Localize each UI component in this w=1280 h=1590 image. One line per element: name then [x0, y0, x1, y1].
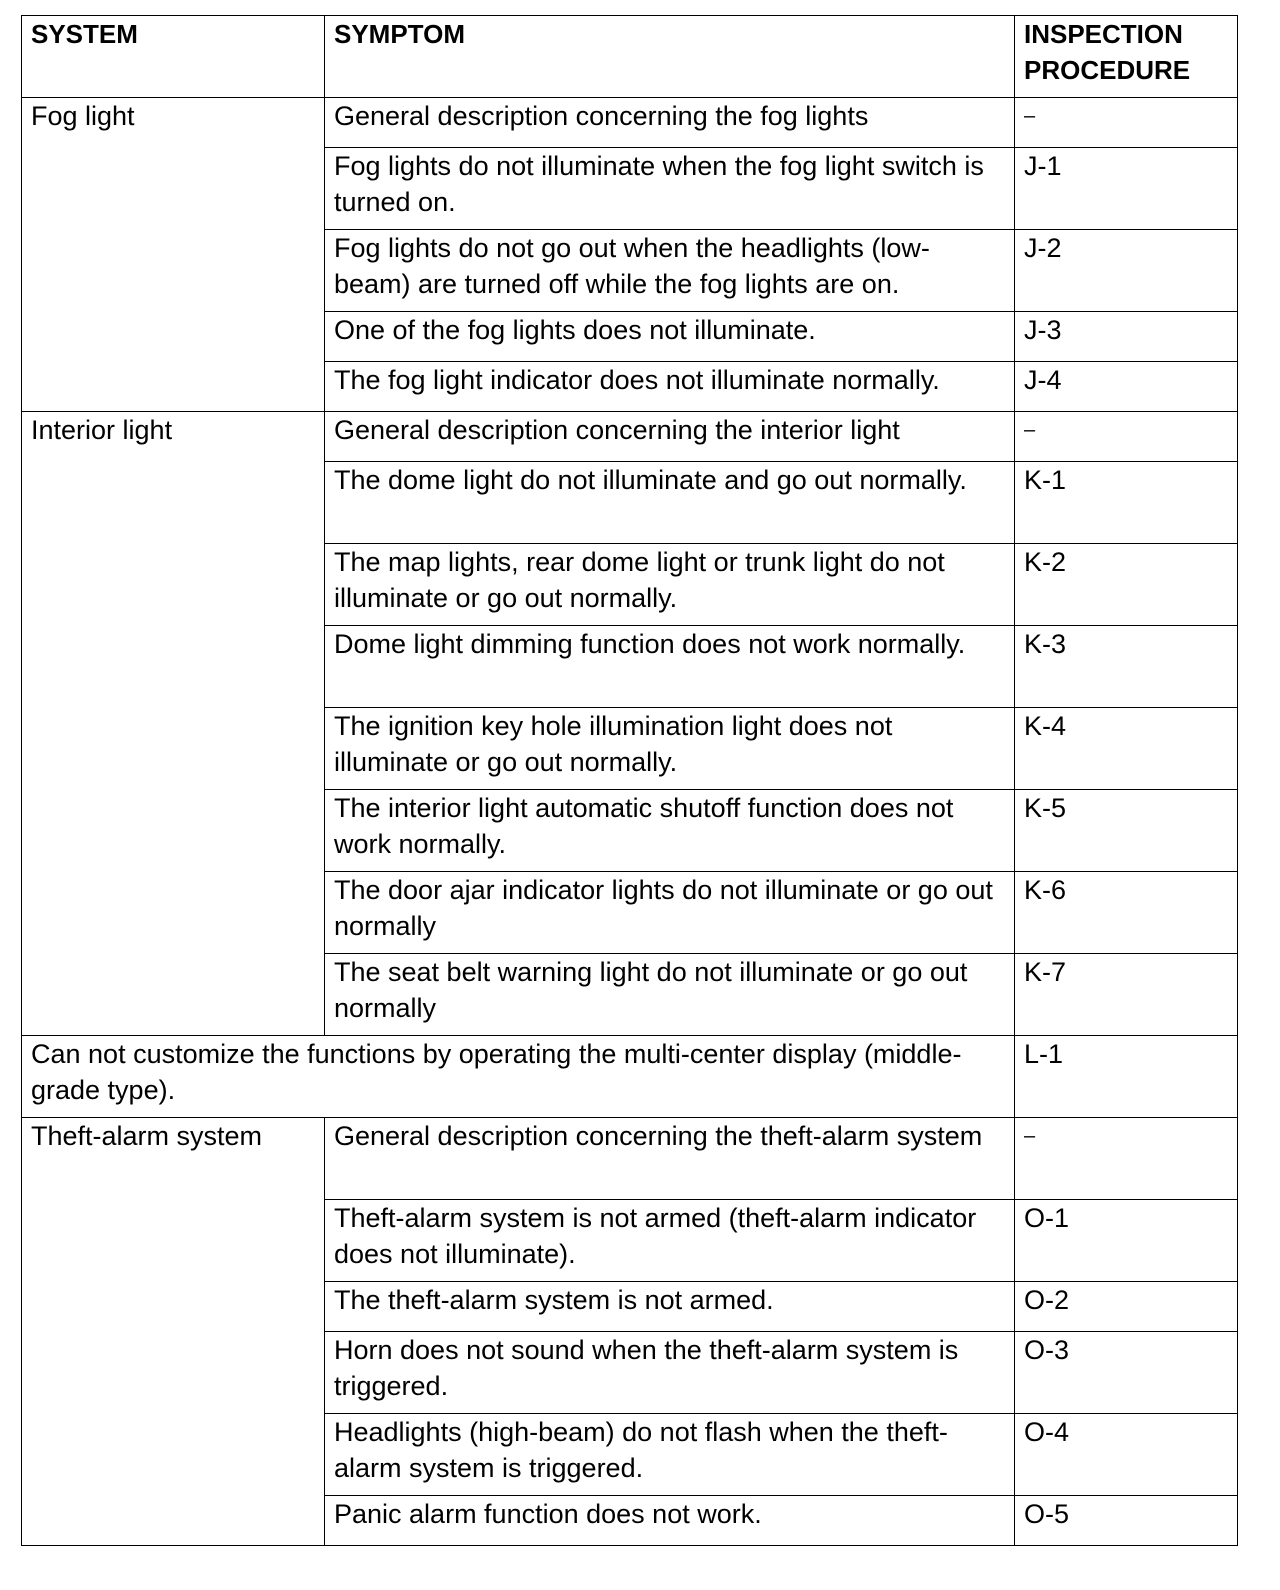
symptom-cell: The interior light automatic shutoff function does not work normally. [325, 790, 1015, 872]
procedure-cell: K-7 [1015, 954, 1238, 1036]
symptom-cell: Headlights (high-beam) do not flash when the theft-alarm system is triggered. [325, 1414, 1015, 1496]
troubleshooting-table [21, 15, 1238, 1546]
symptom-cell: The ignition key hole illumination light does not illuminate or go out normally. [325, 708, 1015, 790]
table-row [22, 412, 1238, 462]
symptom-cell: The seat belt warning light do not illuminate or go out normally [325, 954, 1015, 1036]
table-row [22, 1118, 1238, 1200]
symptom-cell: Panic alarm function does not work. [325, 1496, 1015, 1546]
symptom-cell: Dome light dimming function does not work normally. [325, 626, 1015, 708]
symptom-cell: General description concerning the fog lights [325, 98, 1015, 148]
procedure-cell: J-2 [1015, 230, 1238, 312]
system-cell-theft-alarm: Theft-alarm system [22, 1118, 325, 1546]
procedure-cell: J-3 [1015, 312, 1238, 362]
procedure-cell: J-1 [1015, 148, 1238, 230]
procedure-cell: K-5 [1015, 790, 1238, 872]
procedure-cell: K-4 [1015, 708, 1238, 790]
header-system: SYSTEM [22, 16, 325, 98]
procedure-cell: – [1015, 1118, 1238, 1200]
symptom-cell: Fog lights do not go out when the headlights (low-beam) are turned off while the fog lights are on. [325, 230, 1015, 312]
header-procedure: INSPECTION PROCEDURE [1015, 16, 1238, 98]
symptom-cell: The dome light do not illuminate and go out normally. [325, 462, 1015, 544]
procedure-cell: O-1 [1015, 1200, 1238, 1282]
procedure-cell: L-1 [1015, 1036, 1238, 1118]
symptom-cell-customize: Can not customize the functions by operating the multi-center display (middle-grade type). [22, 1036, 1015, 1118]
procedure-cell: J-4 [1015, 362, 1238, 412]
symptom-cell: General description concerning the theft-alarm system [325, 1118, 1015, 1200]
procedure-cell: K-2 [1015, 544, 1238, 626]
procedure-cell: – [1015, 412, 1238, 462]
symptom-cell: The theft-alarm system is not armed. [325, 1282, 1015, 1332]
symptom-cell: General description concerning the interior light [325, 412, 1015, 462]
header-symptom: SYMPTOM [325, 16, 1015, 98]
system-cell-fog-light: Fog light [22, 98, 325, 412]
procedure-cell: – [1015, 98, 1238, 148]
procedure-cell: K-3 [1015, 626, 1238, 708]
symptom-cell: Fog lights do not illuminate when the fog light switch is turned on. [325, 148, 1015, 230]
symptom-cell: Theft-alarm system is not armed (theft-alarm indicator does not illuminate). [325, 1200, 1015, 1282]
symptom-cell: The fog light indicator does not illuminate normally. [325, 362, 1015, 412]
symptom-cell: The door ajar indicator lights do not illuminate or go out normally [325, 872, 1015, 954]
procedure-cell: K-6 [1015, 872, 1238, 954]
table-row [22, 98, 1238, 148]
procedure-cell: O-2 [1015, 1282, 1238, 1332]
table-header-row [22, 16, 1238, 98]
table-row [22, 1036, 1238, 1118]
procedure-cell: O-5 [1015, 1496, 1238, 1546]
procedure-cell: O-3 [1015, 1332, 1238, 1414]
symptom-cell: The map lights, rear dome light or trunk light do not illuminate or go out normally. [325, 544, 1015, 626]
procedure-cell: K-1 [1015, 462, 1238, 544]
symptom-cell: Horn does not sound when the theft-alarm system is triggered. [325, 1332, 1015, 1414]
symptom-cell: One of the fog lights does not illuminate. [325, 312, 1015, 362]
system-cell-interior-light: Interior light [22, 412, 325, 1036]
procedure-cell: O-4 [1015, 1414, 1238, 1496]
